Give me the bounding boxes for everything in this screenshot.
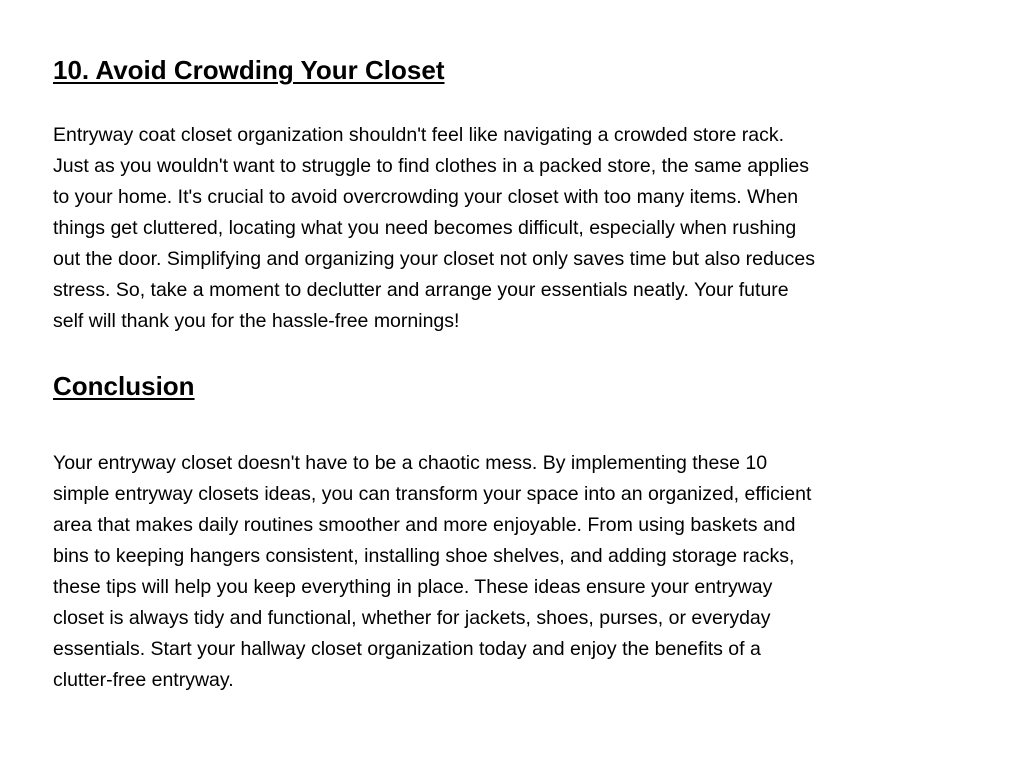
paragraph-line: Just as you wouldn't want to struggle to find clothes in a packed store, the same applies <box>53 155 809 177</box>
paragraph-line: bins to keeping hangers consistent, installing shoe shelves, and adding storage racks, <box>53 545 795 567</box>
paragraph-line: these tips will help you keep everything in place. These ideas ensure your entryway <box>53 576 773 598</box>
section-heading-avoid-crowding: 10. Avoid Crowding Your Closet <box>53 55 445 85</box>
paragraph-line: closet is always tidy and functional, whether for jackets, shoes, purses, or everyday <box>53 607 771 629</box>
paragraph-line: to your home. It's crucial to avoid overcrowding your closet with too many items. When <box>53 186 799 208</box>
paragraph-line: simple entryway closets ideas, you can transform your space into an organized, efficient <box>53 483 812 505</box>
section-heading-conclusion: Conclusion <box>53 371 195 401</box>
paragraph-line: essentials. Start your hallway closet organization today and enjoy the benefits of a <box>53 638 761 660</box>
paragraph-line: self will thank you for the hassle-free mornings! <box>53 310 460 332</box>
paragraph-line: area that makes daily routines smoother and more enjoyable. From using baskets and <box>53 514 796 536</box>
paragraph-line: things get cluttered, locating what you need becomes difficult, especially when rushing <box>53 217 797 239</box>
paragraph-line: clutter-free entryway. <box>53 669 234 691</box>
paragraph-line: Your entryway closet doesn't have to be a chaotic mess. By implementing these 10 <box>53 452 768 474</box>
section-paragraph-avoid-crowding <box>53 120 978 337</box>
slide-content <box>53 0 978 768</box>
paragraph-line: Entryway coat closet organization shouldn't feel like navigating a crowded store rack. <box>53 124 785 146</box>
paragraph-line: stress. So, take a moment to declutter and arrange your essentials neatly. Your future <box>53 279 789 301</box>
section-paragraph-conclusion <box>53 448 978 696</box>
paragraph-line: out the door. Simplifying and organizing your closet not only saves time but also reduces <box>53 248 816 270</box>
